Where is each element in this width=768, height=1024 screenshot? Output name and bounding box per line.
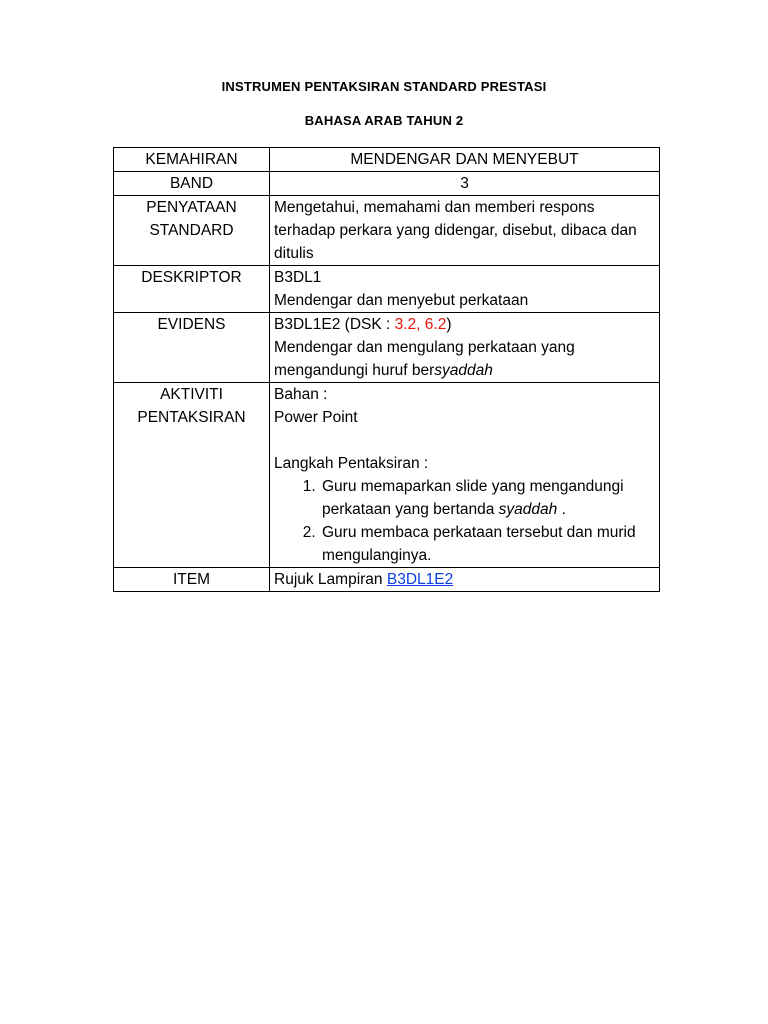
row-deskriptor (114, 266, 660, 313)
band-label: BAND (114, 172, 270, 196)
evidens-dsk-values: 3.2, 6.2 (394, 316, 447, 333)
step-1-end: . (557, 501, 566, 518)
aktiviti-label (114, 383, 270, 568)
step-1-text: Guru memaparkan slide yang mengandungi perkataan yang bertanda (322, 478, 624, 518)
evidens-label: EVIDENS (114, 313, 270, 383)
document-title: INSTRUMEN PENTAKSIRAN STANDARD PRESTASI (221, 79, 547, 94)
assessment-table (113, 147, 660, 592)
kemahiran-label: KEMAHIRAN (114, 148, 270, 172)
step-1-italic: syaddah (498, 501, 558, 518)
evidens-text-italic: syaddah (434, 362, 493, 379)
item-value (270, 568, 660, 592)
bahan-label: Bahan : (274, 386, 328, 403)
penyataan-label-line1: PENYATAAN (146, 199, 237, 216)
row-item (114, 568, 660, 592)
document-subtitle: BAHASA ARAB TAHUN 2 (304, 113, 464, 128)
band-value: 3 (270, 172, 660, 196)
evidens-value (270, 313, 660, 383)
evidens-code-suffix: ) (446, 316, 452, 333)
bahan-value: Power Point (274, 409, 358, 426)
item-label: ITEM (114, 568, 270, 592)
row-evidens (114, 313, 660, 383)
penyataan-value: Mengetahui, memahami dan memberi respons terhadap perkara yang didengar, disebut, dibaca dan ditulis (270, 196, 660, 266)
deskriptor-label: DESKRIPTOR (114, 266, 270, 313)
kemahiran-value: MENDENGAR DAN MENYEBUT (270, 148, 660, 172)
penyataan-label (114, 196, 270, 266)
row-band (114, 172, 660, 196)
deskriptor-value (270, 266, 660, 313)
evidens-code-prefix: B3DL1E2 (DSK : (274, 316, 395, 333)
step-2-text: Guru membaca perkataan tersebut dan murid mengulanginya. (322, 524, 636, 564)
evidens-text (274, 336, 655, 382)
step-2 (320, 521, 655, 567)
steps-list (274, 475, 655, 567)
lampiran-link[interactable]: B3DL1E2 (386, 571, 454, 588)
aktiviti-label-line1: AKTIVITI (160, 386, 223, 403)
evidens-code-line (274, 313, 655, 336)
deskriptor-code: B3DL1 (274, 269, 322, 286)
penyataan-label-line2: STANDARD (149, 222, 234, 239)
row-aktiviti-pentaksiran (114, 383, 660, 568)
aktiviti-value (270, 383, 660, 568)
row-penyataan-standard (114, 196, 660, 266)
langkah-label: Langkah Pentaksiran : (274, 455, 429, 472)
aktiviti-label-line2: PENTAKSIRAN (137, 409, 246, 426)
evidens-text-prefix: Mendengar dan mengulang perkataan yang mengandungi huruf ber (274, 339, 575, 379)
item-text: Rujuk Lampiran (274, 571, 387, 588)
deskriptor-text: Mendengar dan menyebut perkataan (274, 292, 529, 309)
spacer (274, 429, 655, 452)
step-1 (320, 475, 655, 521)
row-kemahiran (114, 148, 660, 172)
